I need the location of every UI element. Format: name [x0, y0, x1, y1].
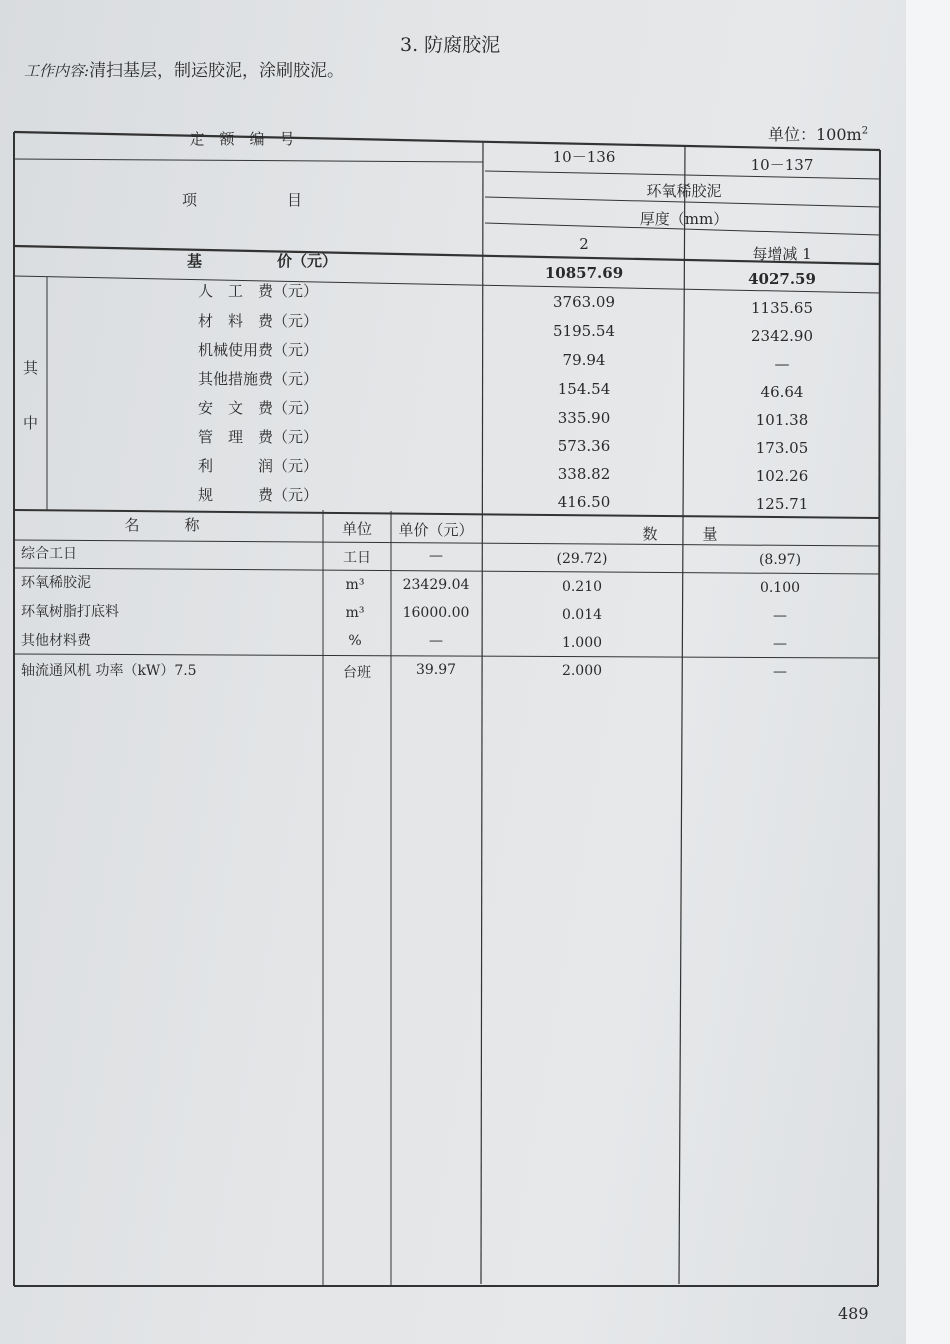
resource-unit-labor-days: 工日: [343, 550, 371, 566]
resource-price-axial-fan: 39.97: [415, 662, 457, 678]
cost-value-labor-1: 3763.09: [552, 293, 616, 311]
section-title: 3. 防腐胶泥: [400, 34, 501, 56]
thickness-value-2: 每增减 1: [752, 245, 812, 263]
item-label: 项 目: [181, 191, 303, 209]
cost-value-profit-1: 338.82: [557, 465, 611, 483]
among-label-top: 其: [23, 359, 39, 377]
column-header-unit: 单位: [341, 520, 373, 538]
cost-value-other-measures-2: 46.64: [760, 383, 804, 401]
resource-price-epoxy-primer: 16000.00: [402, 605, 470, 621]
resource-unit-other-materials: %: [348, 633, 362, 649]
resource-qty-other-materials-1: 1.000: [561, 635, 603, 651]
cost-value-labor-2: 1135.65: [750, 299, 814, 317]
resource-name-epoxy-primer: 环氧树脂打底料: [21, 604, 119, 620]
resource-name-axial-fan: 轴流通风机 功率（kW）7.5: [21, 663, 197, 679]
cost-value-machine-2: —: [774, 355, 790, 373]
cost-value-safety-2: 101.38: [755, 411, 809, 429]
resource-qty-other-materials-2: —: [773, 636, 787, 652]
quota-number-2: 10－137: [750, 156, 814, 174]
cost-label-management: 管 理 费（元）: [198, 428, 319, 446]
cost-value-safety-1: 335.90: [557, 409, 611, 427]
page-number: 489: [838, 1304, 869, 1323]
cost-label-profit: 利 润（元）: [198, 457, 319, 475]
resource-price-epoxy-mortar: 23429.04: [402, 577, 470, 593]
resource-price-other-materials: —: [429, 633, 443, 649]
cost-label-material: 材 料 费（元）: [198, 312, 319, 330]
base-price-2: 4027.59: [748, 270, 816, 288]
cost-label-fees: 规 费（元）: [198, 486, 319, 504]
resource-qty-epoxy-mortar-2: 0.100: [759, 580, 801, 596]
resource-qty-epoxy-primer-2: —: [773, 608, 787, 624]
column-header-quantity: 数 量: [642, 525, 718, 543]
cost-value-management-2: 173.05: [755, 439, 809, 457]
unit-superscript: 2: [861, 125, 869, 137]
resource-unit-epoxy-mortar: m³: [345, 577, 365, 593]
resource-qty-epoxy-primer-1: 0.014: [561, 607, 603, 623]
column-header-price: 单价（元）: [398, 521, 474, 539]
thickness-value-1: 2: [579, 235, 589, 253]
resource-qty-labor-days-2: (8.97): [758, 552, 802, 568]
quota-number-1: 10－136: [552, 148, 616, 166]
page-margin: [906, 0, 950, 1344]
material-name: 环氧稀胶泥: [646, 182, 722, 200]
thickness-label: 厚度（mm）: [639, 210, 729, 228]
base-price-1: 10857.69: [544, 264, 624, 282]
cost-value-profit-2: 102.26: [755, 467, 809, 485]
cost-label-other-measures: 其他措施费（元）: [198, 370, 319, 388]
among-label-bottom: 中: [23, 414, 39, 432]
resource-unit-epoxy-primer: m³: [345, 605, 365, 621]
resource-name-epoxy-mortar: 环氧稀胶泥: [21, 575, 91, 591]
quota-number-label: 定 额 编 号: [189, 130, 295, 148]
cost-value-other-measures-1: 154.54: [557, 380, 611, 398]
resource-qty-epoxy-mortar-1: 0.210: [561, 579, 603, 595]
resource-qty-labor-days-1: (29.72): [556, 551, 608, 567]
cost-label-labor: 人 工 费（元）: [198, 282, 319, 300]
resource-name-labor-days: 综合工日: [21, 546, 77, 562]
work-content-label: 工作内容:: [24, 62, 90, 80]
resource-qty-axial-fan-2: —: [773, 664, 787, 680]
unit-text: 单位：100m: [768, 125, 862, 144]
resource-price-labor-days: —: [429, 548, 443, 564]
cost-value-material-2: 2342.90: [750, 327, 814, 345]
cost-label-machine: 机械使用费（元）: [198, 341, 319, 359]
resource-qty-axial-fan-1: 2.000: [561, 663, 603, 679]
resource-unit-axial-fan: 台班: [343, 665, 371, 681]
cost-value-fees-1: 416.50: [557, 493, 611, 511]
resource-name-other-materials: 其他材料费: [21, 633, 91, 649]
cost-value-machine-1: 79.94: [562, 351, 606, 369]
column-header-name: 名 称: [124, 516, 200, 534]
base-price-label: 基 价（元）: [186, 252, 338, 270]
cost-label-safety: 安 文 费（元）: [198, 399, 319, 417]
work-content-text: 清扫基层，制运胶泥，涂刷胶泥。: [89, 61, 345, 81]
cost-value-fees-2: 125.71: [755, 495, 809, 513]
cost-value-material-1: 5195.54: [552, 322, 616, 340]
cost-value-management-1: 573.36: [557, 437, 611, 455]
